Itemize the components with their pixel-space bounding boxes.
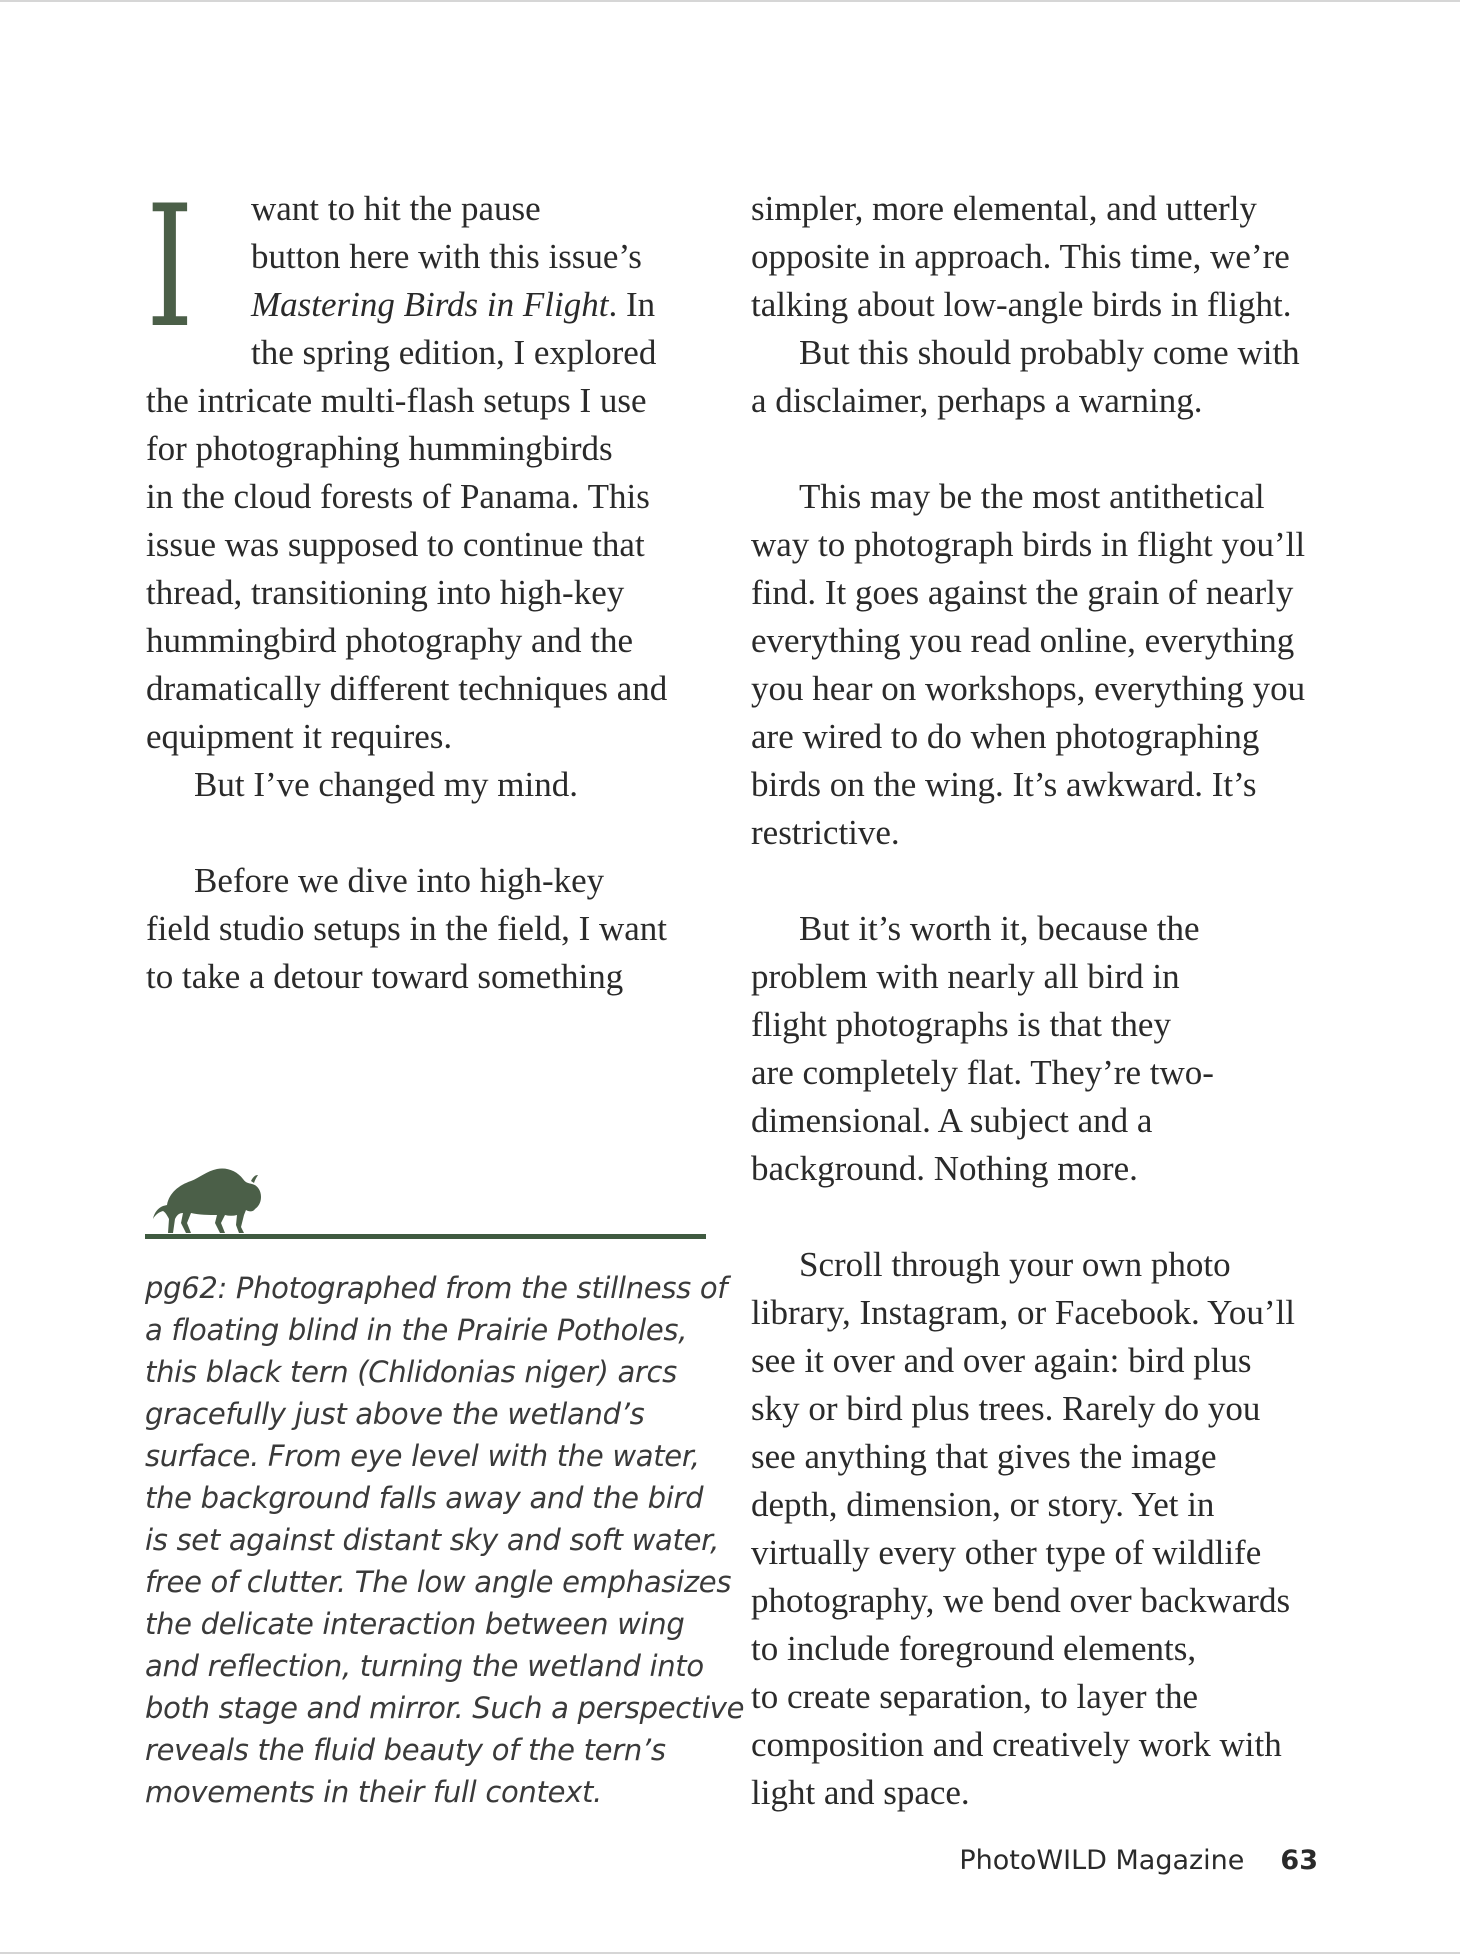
- text-line: thread, transitioning into high-key: [146, 573, 625, 612]
- text-line: birds on the wing. It’s awkward. It’s: [751, 765, 1257, 804]
- text-line: the intricate multi-flash setups I use: [146, 381, 647, 420]
- text-line: a disclaimer, perhaps a warning.: [751, 381, 1203, 420]
- caption-line: the delicate interaction between wing: [145, 1607, 685, 1641]
- text-line: you hear on workshops, everything you: [751, 669, 1306, 708]
- text-line: composition and creatively work with: [751, 1725, 1282, 1764]
- text-line: are completely flat. They’re two-: [751, 1053, 1214, 1092]
- text-line: library, Instagram, or Facebook. You’ll: [751, 1293, 1296, 1332]
- page-number: 63: [1280, 1845, 1318, 1876]
- caption-line: gracefully just above the wetland’s: [145, 1397, 645, 1431]
- text-line: virtually every other type of wildlife: [751, 1533, 1262, 1572]
- text-line: This may be the most antithetical: [799, 477, 1265, 516]
- text-line: sky or bird plus trees. Rarely do you: [751, 1389, 1261, 1428]
- text-line: the spring edition, I explored: [251, 333, 657, 372]
- caption-line: the background falls away and the bird: [145, 1481, 704, 1515]
- right-column: [751, 185, 1341, 1817]
- text-line: hummingbird photography and the: [146, 621, 634, 660]
- caption-line: pg62: Photographed from the stillness of: [145, 1271, 728, 1305]
- text-line: Mastering Birds in Flight. In: [251, 285, 656, 324]
- page-footer: [959, 1845, 1318, 1876]
- drop-cap: I: [146, 169, 194, 365]
- text-line: Scroll through your own photo: [799, 1245, 1231, 1284]
- text-line: for photographing hummingbirds: [146, 429, 613, 468]
- text-line: talking about low-angle birds in flight.: [751, 285, 1292, 324]
- text-line: equipment it requires.: [146, 717, 453, 756]
- text-line: see it over and over again: bird plus: [751, 1341, 1252, 1380]
- caption-line: this black tern (Chlidonias niger) arcs: [145, 1355, 677, 1389]
- text-line: dramatically different techniques and: [146, 669, 668, 708]
- caption-line: both stage and mirror. Such a perspective: [145, 1691, 745, 1725]
- text-line: see anything that gives the image: [751, 1437, 1217, 1476]
- text-line: issue was supposed to continue that: [146, 525, 645, 564]
- bison-icon: [145, 1157, 270, 1237]
- text-line: depth, dimension, or story. Yet in: [751, 1485, 1215, 1524]
- text-line: to take a detour toward something: [146, 957, 624, 996]
- caption-line: reveals the fluid beauty of the tern’s: [145, 1733, 666, 1767]
- text-line: everything you read online, everything: [751, 621, 1295, 660]
- text-line: But I’ve changed my mind.: [194, 765, 578, 804]
- text-line: But it’s worth it, because the: [799, 909, 1200, 948]
- caption-line: surface. From eye level with the water,: [145, 1439, 700, 1473]
- caption-line: is set against distant sky and soft water,: [145, 1523, 719, 1557]
- magazine-name: PhotoWILD Magazine: [959, 1845, 1245, 1876]
- text-line: find. It goes against the grain of nearly: [751, 573, 1294, 612]
- text-line: background. Nothing more.: [751, 1149, 1138, 1188]
- text-line: flight photographs is that they: [751, 1005, 1171, 1044]
- caption-line: free of clutter. The low angle emphasizes: [145, 1565, 732, 1599]
- caption-divider: [145, 1234, 706, 1239]
- text-line: field studio setups in the field, I want: [146, 909, 668, 948]
- text-line: restrictive.: [751, 813, 900, 852]
- text-line: simpler, more elemental, and utterly: [751, 189, 1257, 228]
- text-line: to include foreground elements,: [751, 1629, 1197, 1668]
- issue-title: Mastering Birds in Flight: [251, 285, 609, 324]
- text-line: light and space.: [751, 1773, 970, 1812]
- text-line: dimensional. A subject and a: [751, 1101, 1153, 1140]
- text-line: opposite in approach. This time, we’re: [751, 237, 1290, 276]
- caption-line: and reflection, turning the wetland into: [145, 1649, 704, 1683]
- text-line: photography, we bend over backwards: [751, 1581, 1291, 1620]
- text-line: But this should probably come with: [799, 333, 1300, 372]
- left-column: [146, 169, 706, 1001]
- text-line: Before we dive into high-key: [194, 861, 605, 900]
- text-line: to create separation, to layer the: [751, 1677, 1199, 1716]
- text-line: problem with nearly all bird in: [751, 957, 1180, 996]
- text-line: are wired to do when photographing: [751, 717, 1260, 756]
- photo-caption: [145, 1267, 745, 1813]
- text-line: button here with this issue’s: [251, 237, 642, 276]
- text-line: way to photograph birds in flight you’ll: [751, 525, 1306, 564]
- caption-line: movements in their full context.: [145, 1775, 602, 1809]
- text-line: in the cloud forests of Panama. This: [146, 477, 650, 516]
- text-line: want to hit the pause: [251, 189, 541, 228]
- caption-line: a floating blind in the Prairie Potholes,: [145, 1313, 688, 1347]
